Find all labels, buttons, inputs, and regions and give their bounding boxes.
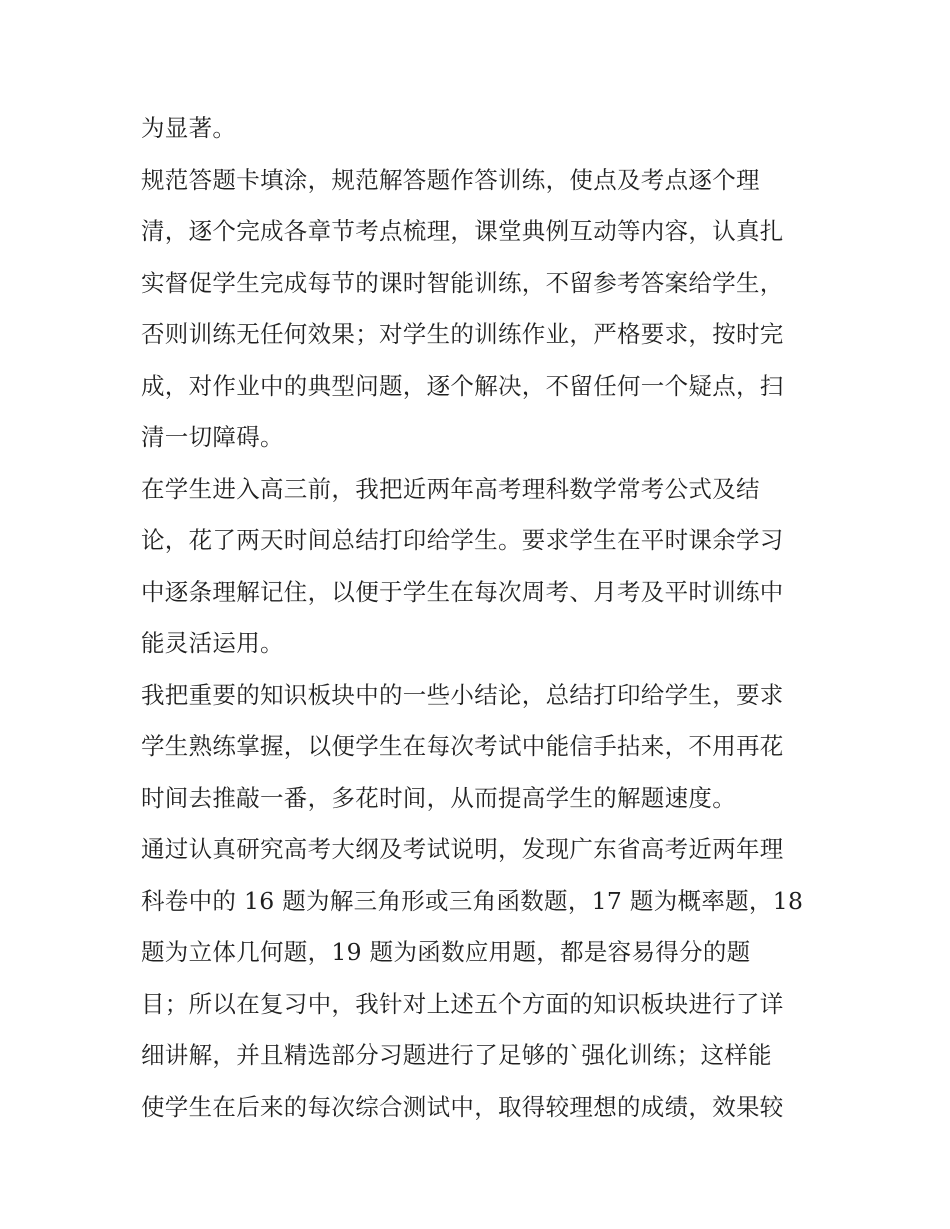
text-line: 中逐条理解记住，以便于学生在每次周考、月考及平时训练中 <box>141 577 784 606</box>
text-line: 细讲解，并且精选部分习题进行了足够的`强化训练；这样能 <box>141 1041 772 1069</box>
text-line: 成，对作业中的典型问题，逐个解决，不留任何一个疑点，扫 <box>141 371 784 400</box>
text-line: 规范答题卡填涂，规范解答题作答训练，使点及考点逐个理 <box>141 165 760 194</box>
body-text <box>141 108 821 1138</box>
text-line: 能灵活运用。 <box>141 629 284 657</box>
text-line: 清一切障碍。 <box>141 423 284 451</box>
text-line: 目；所以在复习中，我针对上述五个方面的知识板块进行了详 <box>141 989 784 1018</box>
text-line: 科卷中的 16 题为解三角形或三角函数题，17 题为概率题，18 <box>141 886 804 915</box>
text-line: 为显著。 <box>141 114 237 142</box>
text-line: 题为立体几何题，19 题为函数应用题，都是容易得分的题 <box>141 938 751 966</box>
text-line: 实督促学生完成每节的课时智能训练，不留参考答案给学生， <box>141 268 784 297</box>
text-line: 在学生进入高三前，我把近两年高考理科数学常考公式及结 <box>141 474 760 503</box>
text-line: 使学生在后来的每次综合测试中，取得较理想的成绩，效果较 <box>141 1092 784 1121</box>
text-line: 否则训练无任何效果；对学生的训练作业，严格要求，按时完 <box>141 320 784 348</box>
text-line: 我把重要的知识板块中的一些小结论，总结打印给学生，要求 <box>141 680 784 709</box>
text-line: 论，花了两天时间总结打印给学生。要求学生在平时课余学习 <box>141 526 784 554</box>
text-line: 清，逐个完成各章节考点梳理，课堂典例互动等内容，认真扎 <box>141 217 784 245</box>
text-line: 通过认真研究高考大纲及考试说明，发现广东省高考近两年理 <box>141 835 784 863</box>
text-line: 时间去推敲一番，多花时间，从而提高学生的解题速度。 <box>141 783 736 812</box>
text-line: 学生熟练掌握，以便学生在每次考试中能信手拈来，不用再花 <box>141 732 784 760</box>
